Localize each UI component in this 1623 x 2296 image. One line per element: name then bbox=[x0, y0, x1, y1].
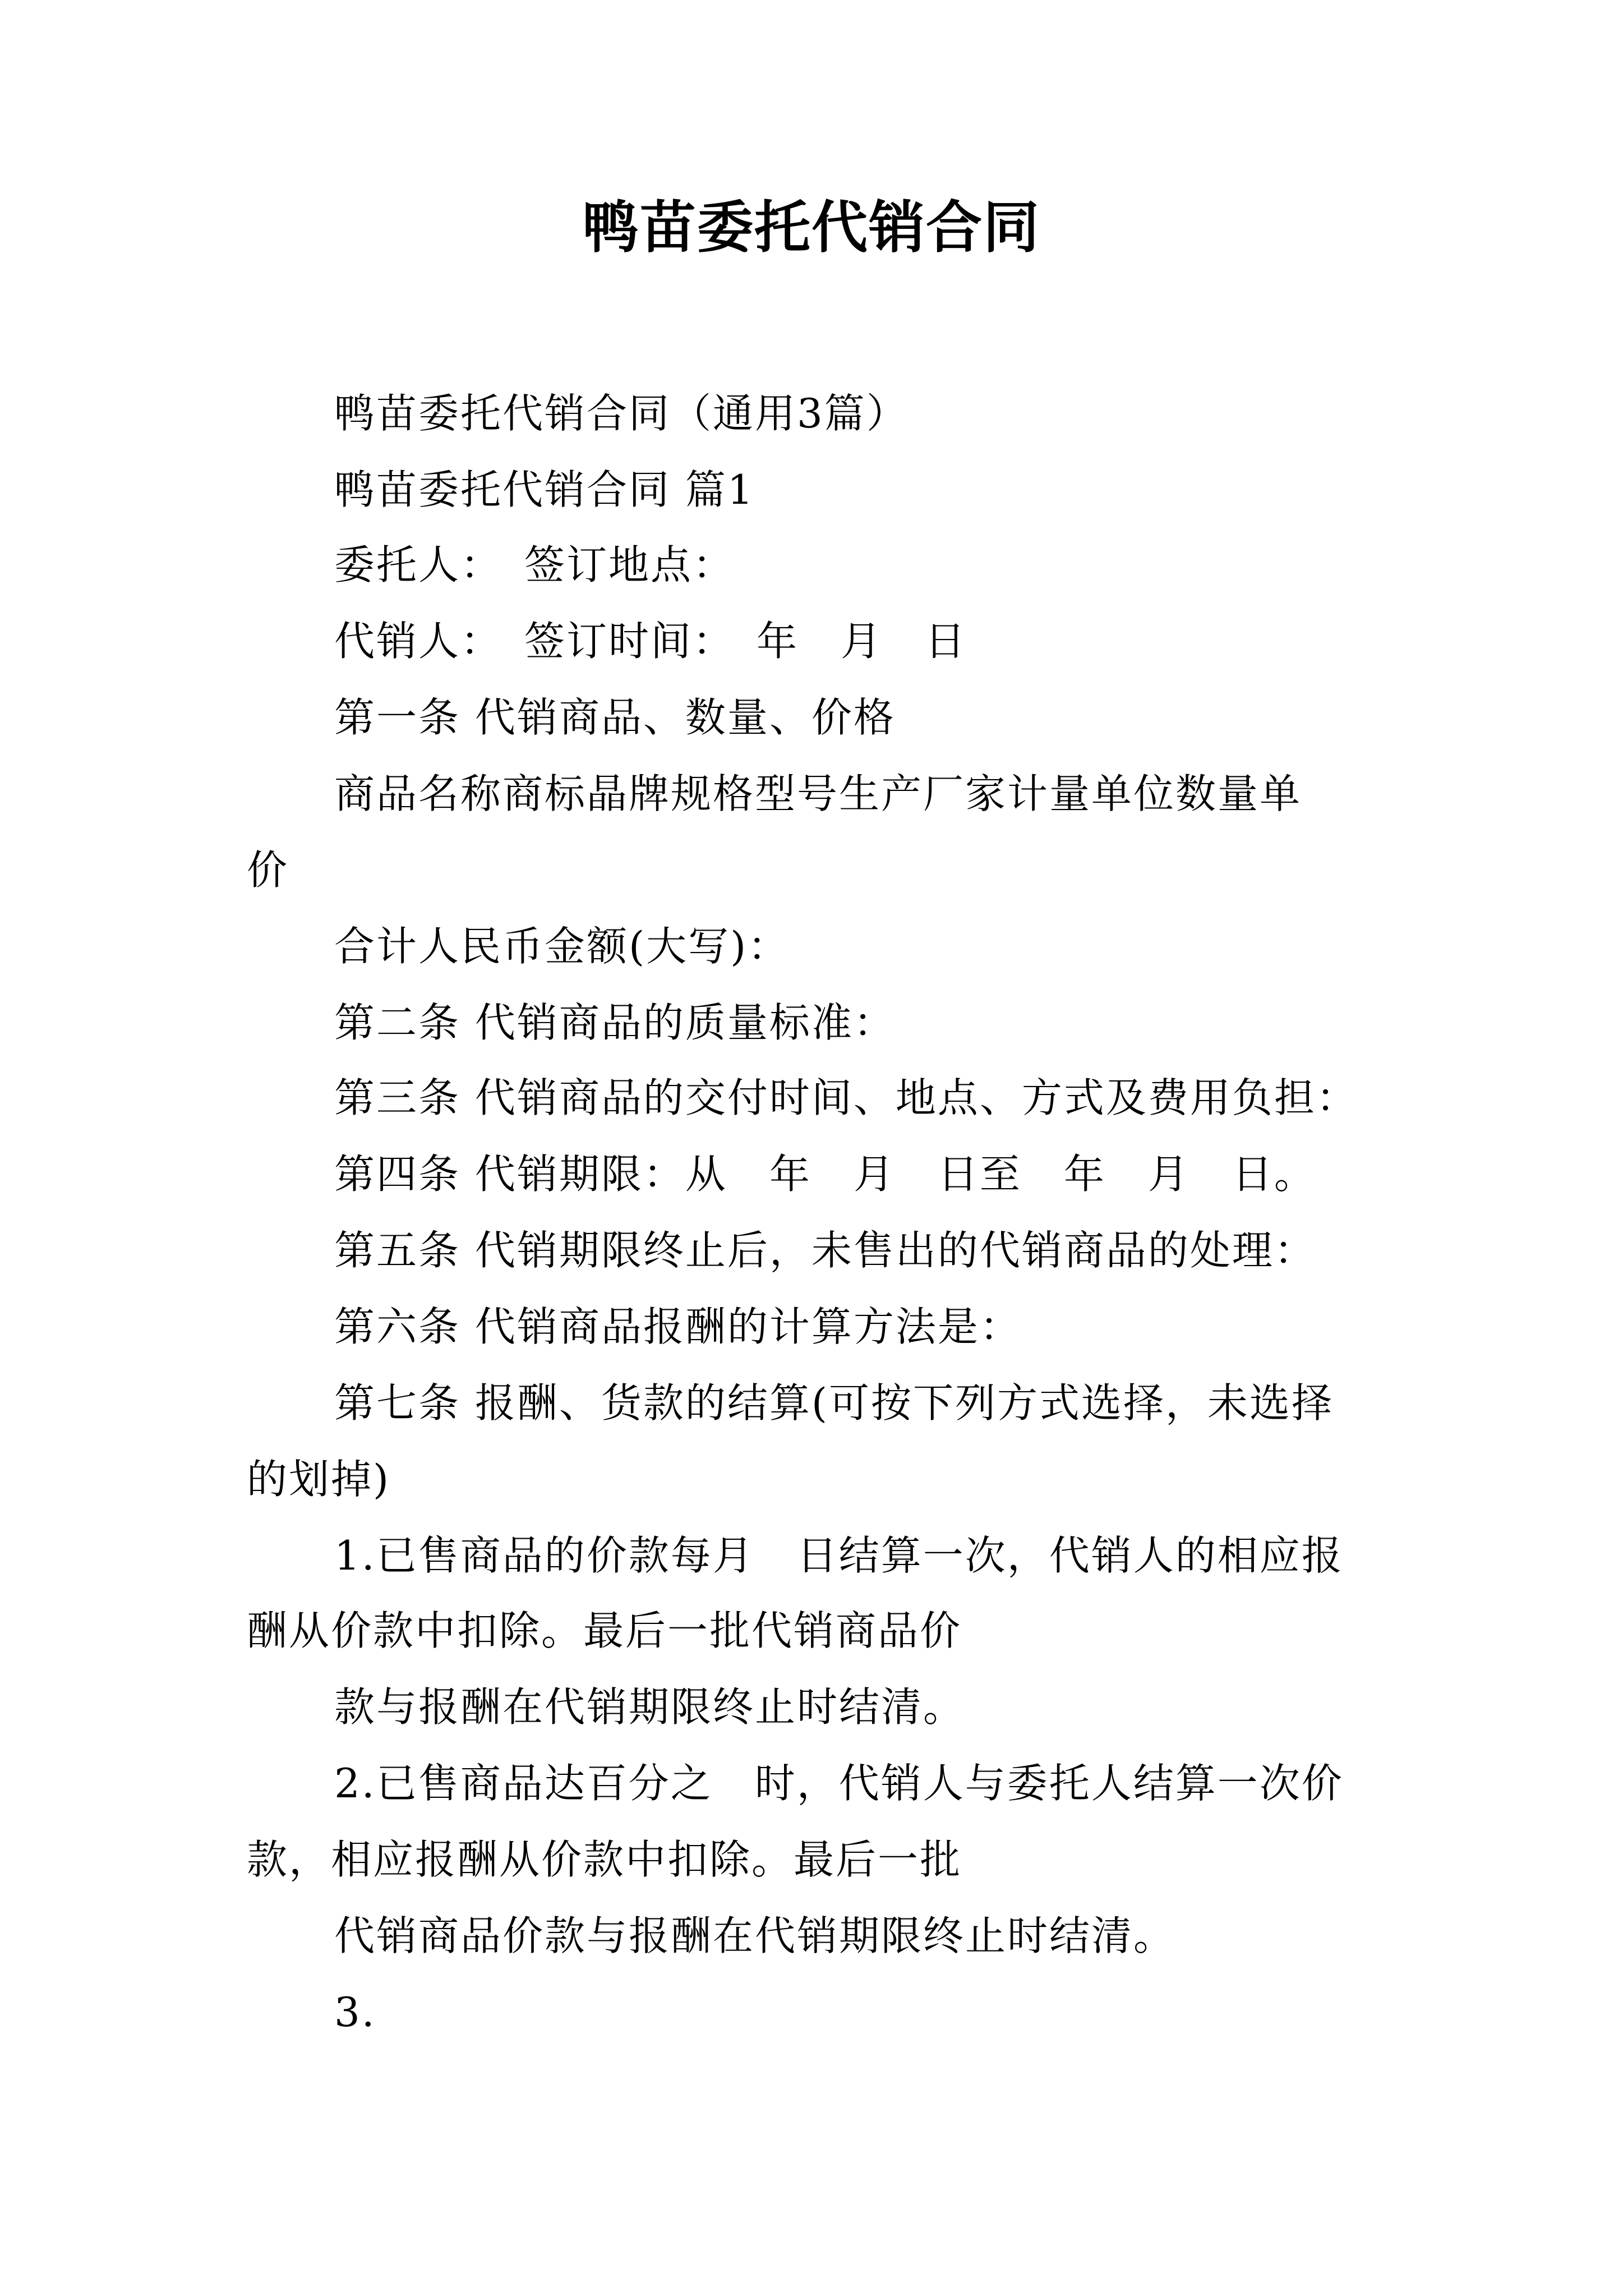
paragraph-line: 价 bbox=[247, 846, 289, 894]
article-5: 第五条 代销期限终止后，未售出的代销商品的处理： bbox=[334, 1227, 1316, 1274]
paragraph-line: 酬从价款中扣除。最后一批代销商品价 bbox=[247, 1607, 962, 1654]
paragraph-line: 合计人民币金额(大写)： bbox=[334, 923, 790, 970]
list-item: 3. bbox=[334, 1989, 376, 2036]
paragraph-line: 的划掉) bbox=[247, 1456, 391, 1503]
subtitle-line: 鸭苗委托代销合同（通用3篇） bbox=[334, 390, 909, 437]
paragraph-line: 款，相应报酬从价款中扣除。最后一批 bbox=[247, 1836, 962, 1883]
list-item: 2.已售商品达百分之 时，代销人与委托人结算一次价 bbox=[334, 1760, 1344, 1807]
agent-line: 代销人： 签订时间： 年 月 日 bbox=[334, 618, 967, 665]
paragraph-line: 代销商品价款与报酬在代销期限终止时结清。 bbox=[334, 1912, 1176, 1959]
article-6: 第六条 代销商品报酬的计算方法是： bbox=[334, 1303, 1022, 1350]
list-item: 1.已售商品的价款每月 日结算一次，代销人的相应报 bbox=[334, 1532, 1344, 1579]
article-7: 第七条 报酬、货款的结算(可按下列方式选择，未选择 bbox=[334, 1379, 1334, 1427]
paragraph-line: 款与报酬在代销期限终止时结清。 bbox=[334, 1683, 966, 1731]
section-heading: 鸭苗委托代销合同 篇1 bbox=[334, 466, 755, 513]
document-title: 鸭苗委托代销合同 bbox=[583, 194, 1040, 260]
paragraph-line: 商品名称商标晶牌规格型号生产厂家计量单位数量单 bbox=[334, 770, 1302, 817]
principal-line: 委托人： 签订地点： bbox=[334, 541, 735, 588]
article-4: 第四条 代销期限：从 年 月 日至 年 月 日。 bbox=[334, 1151, 1316, 1198]
article-2: 第二条 代销商品的质量标准： bbox=[334, 999, 896, 1046]
article-3: 第三条 代销商品的交付时间、地点、方式及费用负担： bbox=[334, 1074, 1358, 1121]
article-1: 第一条 代销商品、数量、价格 bbox=[334, 694, 896, 741]
